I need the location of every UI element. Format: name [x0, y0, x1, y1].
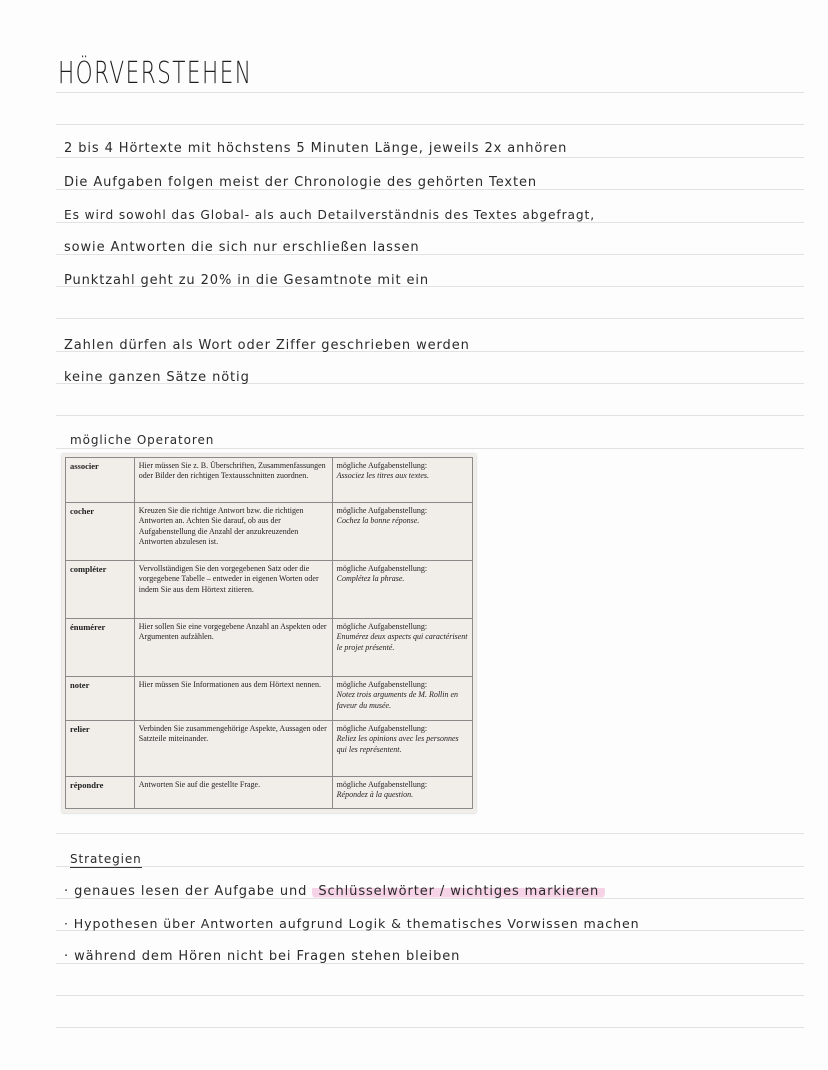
intro-line: sowie Antworten die sich nur erschließen lassen — [64, 240, 420, 255]
ruled-line — [56, 157, 804, 158]
ruled-line — [56, 995, 804, 996]
operators-table — [65, 457, 473, 809]
intro-line: 2 bis 4 Hörtexte mit höchstens 5 Minuten Länge, jeweils 2x anhören — [64, 141, 568, 156]
operator-description: Vervollständigen Sie den vorgegebenen Satz oder die vorgegebene Tabelle – entweder in eigenen Worten oder indem Sie aus dem Hörtext zitieren. — [134, 561, 332, 619]
operator-task — [332, 561, 472, 619]
operator-description: Kreuzen Sie die richtige Antwort bzw. die richtigen Antworten an. Achten Sie darauf, ob aus der Aufgabenstellung die Anzahl der anzukreuzenden Antworten abzulesen ist. — [134, 503, 332, 561]
strategy-text: · während dem Hören nicht bei Fragen stehen bleiben — [64, 949, 461, 964]
task-example: Complétez la phrase. — [336, 574, 405, 584]
operator-name: compléter — [66, 561, 135, 619]
table-row — [66, 619, 473, 677]
operator-task — [332, 677, 472, 721]
table-row — [66, 677, 473, 721]
operator-description: Hier sollen Sie eine vorgegebene Anzahl an Aspekten oder Argumenten aufzählen. — [134, 619, 332, 677]
note-line: keine ganzen Sätze nötig — [64, 370, 250, 385]
strategy-text: · genaues lesen der Aufgabe und — [64, 884, 313, 899]
operator-name: cocher — [66, 503, 135, 561]
ruled-line — [56, 124, 804, 125]
operator-name: énumérer — [66, 619, 135, 677]
operator-name: relier — [66, 721, 135, 777]
task-example: Associez les titres aux textes. — [336, 471, 430, 481]
table-row — [66, 503, 473, 561]
task-label: mögliche Aufgabenstellung: — [336, 780, 428, 789]
operator-task — [332, 458, 472, 503]
operator-description: Hier müssen Sie Informationen aus dem Hörtext nennen. — [134, 677, 332, 721]
intro-line: Punktzahl geht zu 20% in die Gesamtnote mit ein — [64, 273, 430, 288]
task-label: mögliche Aufgabenstellung: — [336, 564, 428, 573]
ruled-line — [56, 415, 804, 416]
operator-name: noter — [66, 677, 135, 721]
intro-line: Es wird sowohl das Global- als auch Detailverständnis des Textes abgefragt, — [64, 208, 595, 222]
operators-heading: mögliche Operatoren — [70, 433, 215, 447]
operator-task — [332, 721, 472, 777]
ruled-line — [56, 833, 804, 834]
operator-name: associer — [66, 458, 135, 503]
strategy-highlight: Schlüsselwörter / wichtiges markieren — [312, 884, 605, 899]
intro-line: Die Aufgaben folgen meist der Chronologie des gehörten Texten — [64, 175, 537, 190]
operator-description: Antworten Sie auf die gestellte Frage. — [134, 777, 332, 809]
task-label: mögliche Aufgabenstellung: — [336, 506, 428, 515]
strategies-heading: Strategien — [70, 852, 142, 866]
ruled-line — [56, 866, 804, 867]
strategy-item — [64, 884, 605, 899]
operator-task — [332, 503, 472, 561]
note-line: Zahlen dürfen als Wort oder Ziffer geschrieben werden — [64, 338, 470, 353]
table-row — [66, 777, 473, 809]
task-example: Reliez les opinions avec les personnes qui les représentent. — [336, 734, 459, 754]
task-example: Enumérez deux aspects qui caractérisent le projet présenté. — [336, 632, 468, 652]
ruled-line — [56, 92, 804, 93]
strategy-text: · Hypothesen über Antworten aufgrund Logik & thematisches Vorwissen machen — [64, 916, 640, 931]
task-example: Répondez à la question. — [336, 790, 414, 800]
strategy-item — [64, 916, 640, 931]
task-label: mögliche Aufgabenstellung: — [336, 724, 428, 733]
ruled-line — [56, 1027, 804, 1028]
ruled-line — [56, 222, 804, 223]
operator-task — [332, 619, 472, 677]
table-row — [66, 561, 473, 619]
task-label: mögliche Aufgabenstellung: — [336, 622, 428, 631]
task-label: mögliche Aufgabenstellung: — [336, 461, 428, 470]
table-row — [66, 721, 473, 777]
operator-name: répondre — [66, 777, 135, 809]
ruled-line — [56, 448, 804, 449]
operator-description: Verbinden Sie zusammengehörige Aspekte, Aussagen oder Satzteile miteinander. — [134, 721, 332, 777]
operator-task — [332, 777, 472, 809]
task-label: mögliche Aufgabenstellung: — [336, 680, 428, 689]
table-row — [66, 458, 473, 503]
operators-table-photo — [62, 454, 476, 813]
operator-description: Hier müssen Sie z. B. Überschriften, Zusammenfassungen oder Bilder den richtigen Textausschnitten zuordnen. — [134, 458, 332, 503]
ruled-line — [56, 318, 804, 319]
page-title: HÖRVERSTEHEN — [58, 56, 253, 91]
task-example: Cochez la bonne réponse. — [336, 516, 420, 526]
task-example: Notez trois arguments de M. Rollin en faveur du musée. — [336, 690, 459, 710]
strategy-item — [64, 949, 460, 964]
